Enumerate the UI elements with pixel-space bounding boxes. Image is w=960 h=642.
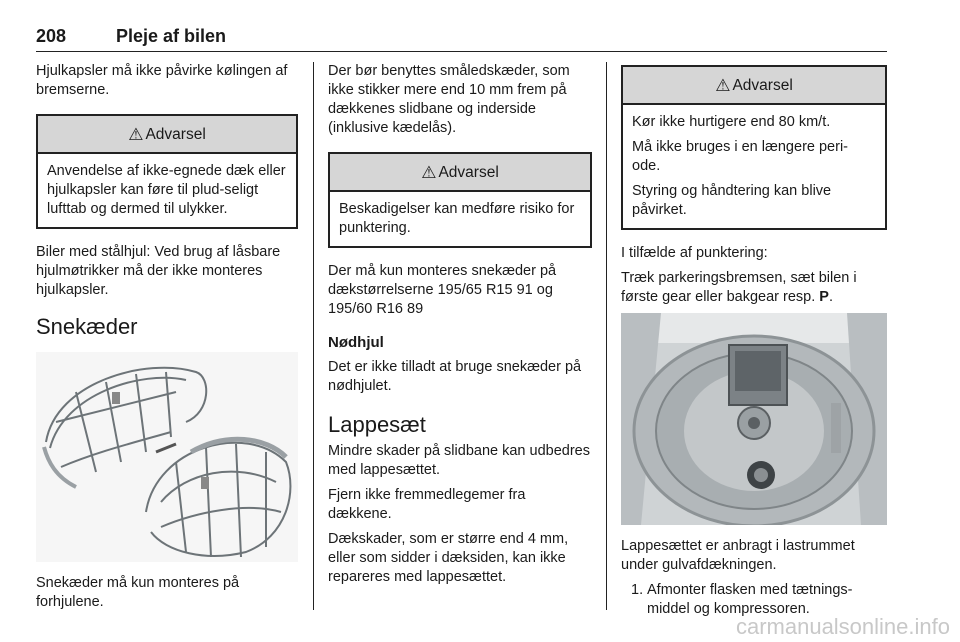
step-number: 1. xyxy=(631,582,644,598)
hubcap-note: Hjulkapsler må ikke påvirke kølingen af bremserne. xyxy=(36,63,288,98)
repair-kit-text-2: Fjern ikke fremmedlegemer fra dækkene. xyxy=(328,487,526,522)
chain-spec-text: Der bør benyttes småledskæder, som ikke stikker mere end 10 mm frem på dækkenes slidbane og inderside (inklusive kædelås). xyxy=(328,63,570,136)
column-1 xyxy=(36,62,298,618)
repair-kit-photo xyxy=(621,313,887,525)
warning-body xyxy=(38,154,296,227)
warning-box-2 xyxy=(328,152,592,248)
spare-wheel-text: Det er ikke tilladt at bruge snekæder på nødhjulet. xyxy=(328,359,582,394)
warning-header xyxy=(38,116,296,154)
repair-kit-text-3: Dækskader, som er større end 4 mm, eller som sidder i dæksiden, kan ikke repareres med lappesættet. xyxy=(328,531,569,585)
warning-title: Advarsel xyxy=(732,76,793,94)
warning-title: Advarsel xyxy=(145,125,206,143)
repair-kit-location: Lappesættet er anbragt i lastrummet under gulvafdækningen. xyxy=(621,538,855,573)
warning-body xyxy=(330,192,590,246)
page-header xyxy=(36,26,887,52)
warning-line: Må ikke bruges i en længere peri-ode. xyxy=(632,139,848,174)
warning-triangle-icon: ⚠ xyxy=(715,75,731,95)
watermark: carmanualsonline.info xyxy=(735,614,950,639)
warning-line: Styring og håndtering kan blive påvirket. xyxy=(632,183,832,218)
column-divider xyxy=(606,62,607,610)
warning-line: Kør ikke hurtigere end 80 km/t. xyxy=(632,114,831,130)
tyre-sizes-text: Der må kun monteres snekæder på dækstørrelserne 195/65 R15 91 og 195/60 R16 89 xyxy=(328,263,557,317)
warning-triangle-icon: ⚠ xyxy=(128,124,144,144)
column-3 xyxy=(621,62,887,619)
snow-chains-illustration xyxy=(36,352,298,562)
warning-title: Advarsel xyxy=(438,163,499,181)
puncture-intro: I tilfælde af punktering: xyxy=(621,245,768,261)
section-heading-spare-wheel: Nødhjul xyxy=(328,334,384,351)
warning-body xyxy=(623,105,885,228)
warning-text: Beskadigelser kan medføre risiko for punktering. xyxy=(339,201,575,236)
warning-header xyxy=(623,67,885,105)
gear-position-p: P xyxy=(819,289,829,305)
column-divider xyxy=(313,62,314,610)
snow-chains-caption: Snekæder må kun monteres på forhjulene. xyxy=(36,575,240,610)
warning-box-1 xyxy=(36,114,298,229)
page-number: 208 xyxy=(36,26,67,46)
steel-wheels-note: Biler med stålhjul: Ved brug af låsbare hjulmøtrikker må der ikke monteres hjulkapsler. xyxy=(36,244,281,298)
repair-kit-text-1: Mindre skader på slidbane kan udbedres med lappesættet. xyxy=(328,443,590,478)
section-heading-snow-chains: Snekæder xyxy=(36,314,138,339)
warning-text: Anvendelse af ikke-egnede dæk eller hjulkapsler kan føre til plud-seligt lufttab og dermed til ulykker. xyxy=(47,163,286,217)
puncture-instructions: Træk parkeringsbremsen, sæt bilen i første gear eller bakgear resp. P. xyxy=(621,270,857,305)
section-heading-repair-kit: Lappesæt xyxy=(328,412,426,437)
warning-header xyxy=(330,154,590,192)
puncture-text: Træk parkeringsbremsen, sæt bilen i første gear eller bakgear resp. xyxy=(621,270,857,305)
page-title: Pleje af bilen xyxy=(116,26,227,46)
warning-triangle-icon: ⚠ xyxy=(421,162,437,182)
warning-box-3 xyxy=(621,65,887,230)
step-text: Afmonter flasken med tætnings-middel og kompressoren. xyxy=(647,582,853,617)
column-2 xyxy=(328,62,592,593)
